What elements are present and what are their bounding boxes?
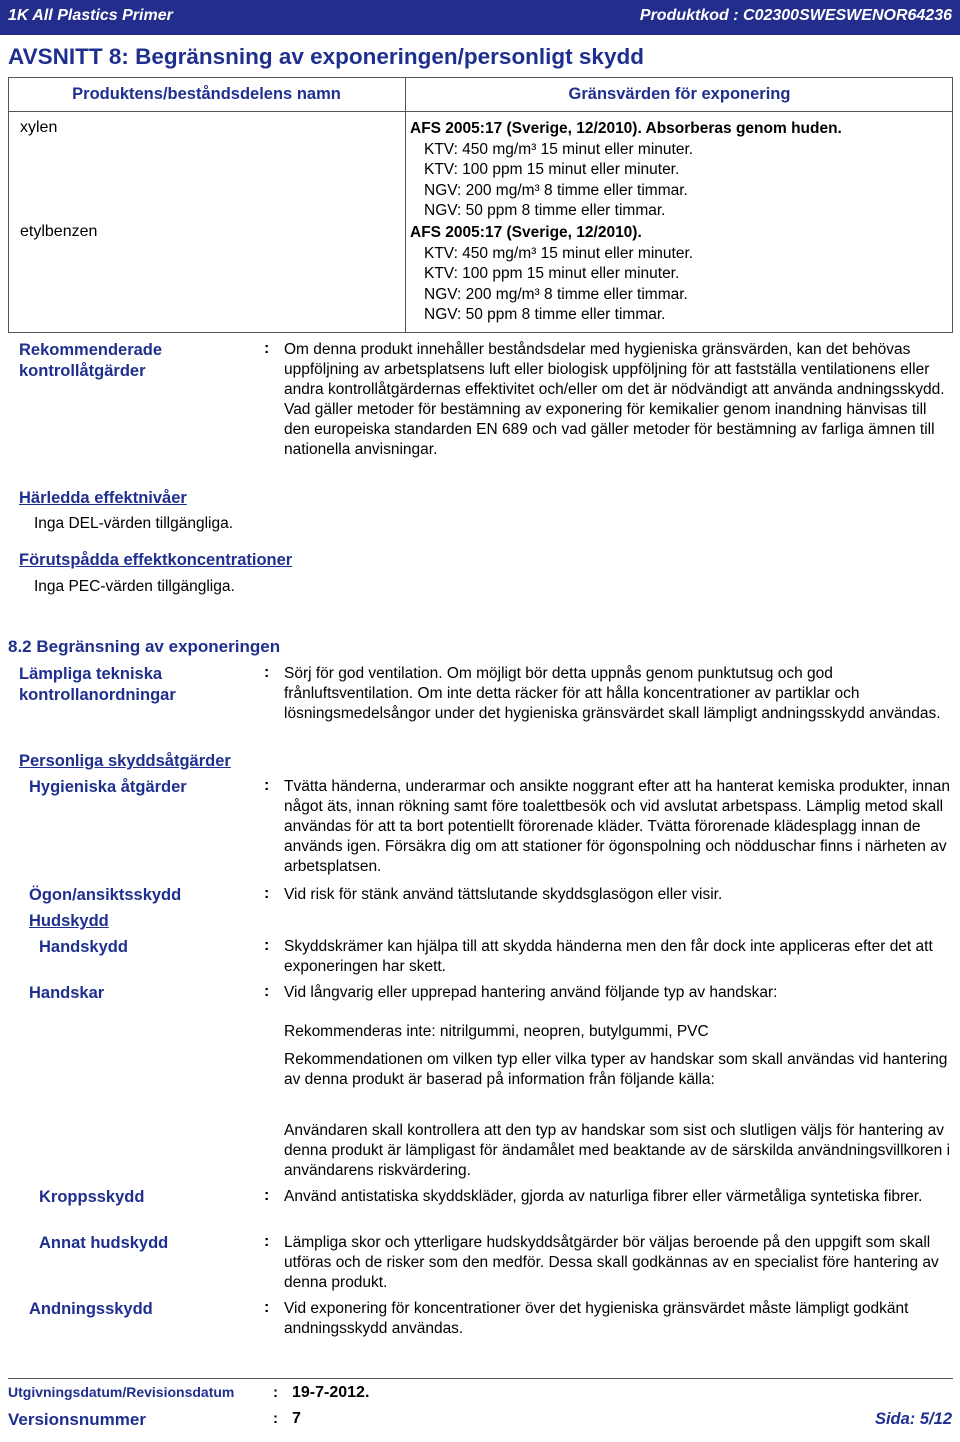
limit-heading: AFS 2005:17 (Sverige, 12/2010). — [410, 224, 642, 241]
hygiene-text: Tvätta händerna, underarmar och ansikte noggrant efter att ha hanterat kemiska produkter, innan något äts, innan rökning samt före toalettbesök och vid avslutat arbetspass. Lämplig metod skall användas för att ta bort potentiellt förorenade kläder. Tvätta förorenade klädesplagg innan de används igen. Försäkra dig om att stationer för ögonspolning och nödduschar finns i närheten av arbetsplatsen. — [284, 778, 951, 875]
colon: : — [264, 983, 270, 1000]
section-title: AVSNITT 8: Begränsning av exponeringen/personligt skydd — [8, 44, 644, 69]
gloves-source-note: Rekommendationen om vilken typ eller vilka typer av handskar som skall användas vid hantering av denna produkt är baserad på information från följande källa: — [284, 1051, 948, 1088]
colon: : — [273, 1384, 278, 1401]
colon: : — [264, 1233, 270, 1250]
limit-line: KTV: 100 ppm 15 minut eller minuter. — [424, 161, 680, 178]
table-header-name: Produktens/beståndsdelens namn — [72, 85, 341, 103]
colon: : — [264, 777, 270, 794]
limit-line: KTV: 100 ppm 15 minut eller minuter. — [424, 265, 680, 282]
recommended-controls-text: Om denna produkt innehåller beståndsdelar med hygieniska gränsvärden, kan det behövas uppföljning av arbetsplatsens luft eller biologisk uppföljning för att fastställa ventilationens eller andra kontrollåtgärdernas effektivitet och/eller om det är nödvändigt att använda andningsskydd. Vad gäller metoder för bestämning av exponering för kemikalier genom inandning hänvisas till den europeiska standarden EN 689 och vad gäller metoder för bestämning av farliga ämnen till nationella anvisningar. — [284, 341, 945, 458]
label-line: Lämpliga tekniska — [19, 665, 163, 683]
page-number: Sida: 5/12 — [874, 1410, 952, 1428]
body-protection-text: Använd antistatiska skyddskläder, gjorda av naturliga fibrer eller värmetåliga syntetiska fibrer. — [284, 1188, 923, 1205]
table-header-limits: Gränsvärden för exponering — [568, 85, 791, 103]
revision-date-label: Utgivningsdatum/Revisionsdatum — [8, 1384, 235, 1400]
limit-line: NGV: 50 ppm 8 timme eller timmar. — [424, 306, 666, 323]
body-protection-label: Kroppsskydd — [39, 1188, 145, 1206]
revision-date: 19-7-2012. — [292, 1384, 370, 1401]
limit-line: KTV: 450 mg/m³ 15 minut eller minuter. — [424, 140, 694, 158]
colon: : — [264, 340, 270, 357]
header-bar — [0, 0, 960, 35]
respiratory-text: Vid exponering för koncentrationer över det hygieniska gränsvärdet måste lämpligt godkänt andningsskydd användas. — [284, 1300, 909, 1337]
label-line: Rekommenderade — [19, 341, 163, 359]
table-row-name: xylen — [20, 119, 58, 136]
table-row-limits — [410, 223, 693, 326]
technical-controls-label — [19, 664, 176, 706]
version-number: 7 — [292, 1410, 301, 1427]
eye-protection-label: Ögon/ansiktsskydd — [29, 886, 182, 904]
colon: : — [273, 1410, 278, 1427]
limit-line: NGV: 200 mg/m³ 8 timme eller timmar. — [424, 181, 688, 199]
respiratory-label: Andningsskydd — [29, 1300, 153, 1318]
recommended-controls-label — [19, 340, 162, 382]
colon: : — [264, 1187, 270, 1204]
derived-effect-text: Inga DEL-värden tillgängliga. — [34, 515, 234, 532]
limit-line: NGV: 200 mg/m³ 8 timme eller timmar. — [424, 285, 688, 303]
gloves-not-recommended: Rekommenderas inte: nitrilgummi, neopren, butylgummi, PVC — [284, 1023, 709, 1040]
limit-heading: AFS 2005:17 (Sverige, 12/2010). Absorberas genom huden. — [410, 120, 842, 137]
gloves-user-check: Användaren skall kontrollera att den typ av handskar som sist och slutligen väljs för hantering av denna produkt är lämpligast för ändamålet med beaktande av de särskilda användningsvillkoren i användarens riskvärdering. — [284, 1122, 951, 1179]
personal-protection-heading: Personliga skyddsåtgärder — [19, 752, 231, 770]
table-row-limits — [410, 119, 842, 222]
label-line: kontrollåtgärder — [19, 362, 146, 380]
predicted-effect-text: Inga PEC-värden tillgängliga. — [34, 578, 235, 595]
table-header-divider — [8, 111, 953, 112]
table-row-name: etylbenzen — [20, 223, 98, 240]
footer-divider — [8, 1378, 953, 1379]
version-label: Versionsnummer — [8, 1410, 146, 1429]
gloves-text: Vid långvarig eller upprepad hantering använd följande typ av handskar: — [284, 984, 778, 1001]
hygiene-label: Hygieniska åtgärder — [29, 778, 187, 796]
other-skin-label: Annat hudskydd — [39, 1234, 169, 1252]
label-line: kontrollanordningar — [19, 686, 176, 704]
product-code: Produktkod : C02300SWESWENOR64236 — [639, 7, 952, 24]
colon: : — [264, 885, 270, 902]
limit-line: KTV: 450 mg/m³ 15 minut eller minuter. — [424, 244, 694, 262]
gloves-label: Handskar — [29, 984, 105, 1002]
hand-protection-label: Handskydd — [39, 938, 128, 956]
document-title: 1K All Plastics Primer — [8, 7, 173, 24]
table-column-divider — [405, 77, 406, 333]
colon: : — [264, 937, 270, 954]
skin-protection-heading: Hudskydd — [29, 912, 109, 930]
colon: : — [264, 664, 270, 681]
subsection-heading: 8.2 Begränsning av exponeringen — [8, 637, 281, 656]
colon: : — [264, 1299, 270, 1316]
eye-protection-text: Vid risk för stänk använd tättslutande skyddsglasögon eller visir. — [284, 886, 723, 903]
hand-protection-text: Skyddskrämer kan hjälpa till att skydda händerna men den får dock inte appliceras efter det att exponeringen har skett. — [284, 938, 933, 975]
predicted-effect-label: Förutspådda effektkoncentrationer — [19, 551, 293, 569]
technical-controls-text: Sörj för god ventilation. Om möjligt bör detta uppnås genom punktutsug och god frånluftsventilation. Om inte detta räcker för att hålla koncentrationer av partiklar och lösningsmedelsångor under det hygieniska gränsvärdet skall lämpligt andningsskydd användas. — [284, 665, 941, 722]
other-skin-text: Lämpliga skor och ytterligare hudskyddsåtgärder bör väljas beroende på den uppgift som skall utföras och de risker som den medför. Dessa skall godkännas av en specialist före hantering av denna produkt. — [284, 1234, 939, 1291]
derived-effect-label: Härledda effektnivåer — [19, 489, 187, 507]
limit-line: NGV: 50 ppm 8 timme eller timmar. — [424, 202, 666, 219]
